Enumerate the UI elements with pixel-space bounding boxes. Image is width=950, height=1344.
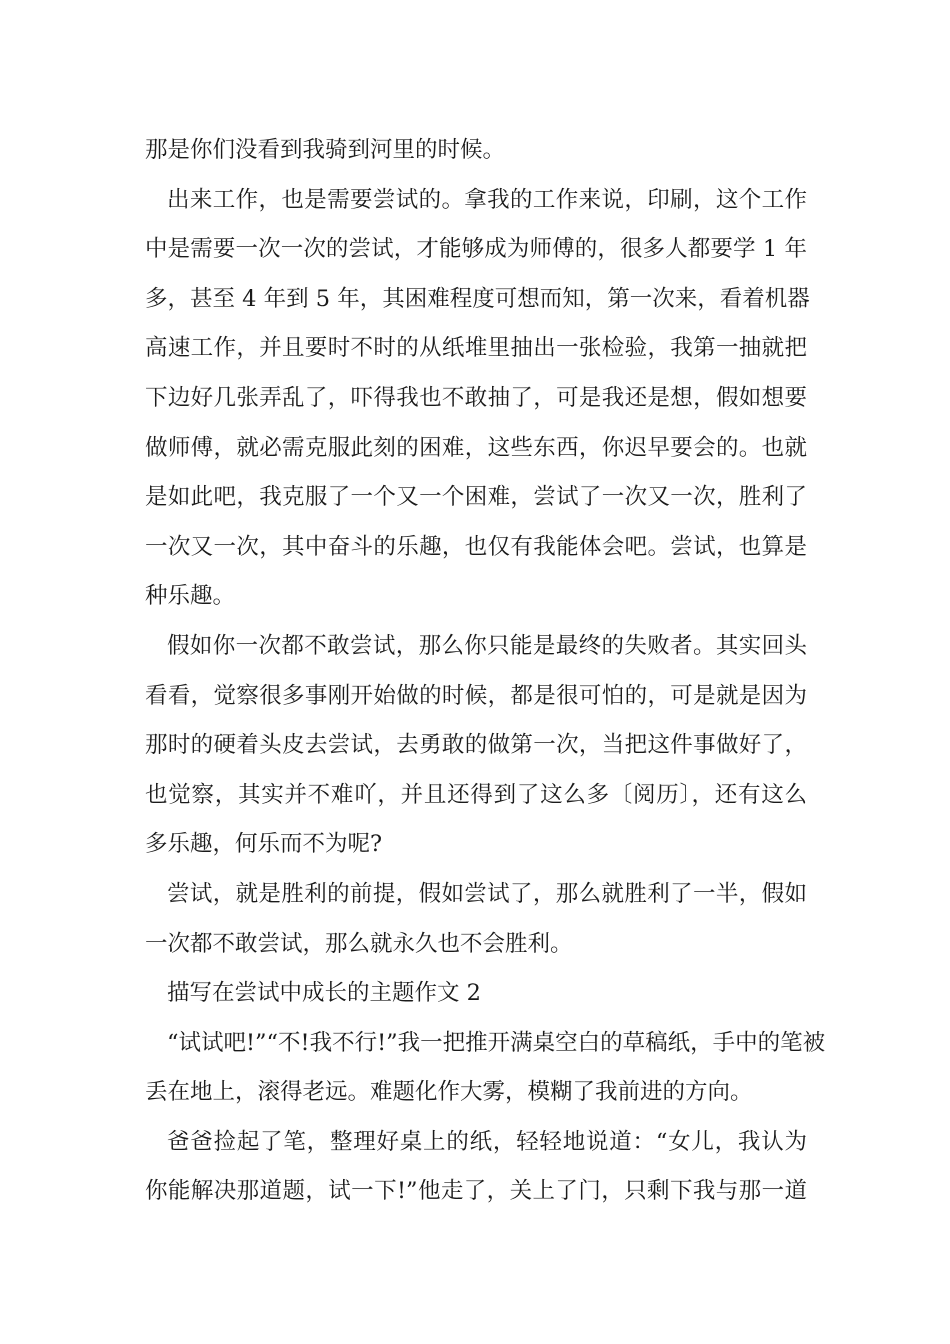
section-heading: 描写在尝试中成长的主题作文 2 — [167, 980, 481, 1007]
text-line: 高速工作，并且要时不时的从纸堆里抽出一张检验，我第一抽就把 — [145, 335, 807, 362]
text-line: 看看，觉察很多事刚开始做的时候，都是很可怕的，可是就是因为 — [145, 682, 807, 709]
text-line: 你能解决那道题，试一下!”他走了，关上了门，只剩下我与那一道 — [145, 1178, 807, 1205]
paragraph-first-line: “试试吧!”“不!我不行!”我一把推开满桌空白的草稿纸，手中的笔被 — [167, 1029, 826, 1056]
text-line: 种乐趣。 — [145, 583, 236, 610]
text-line: 做师傅，就必需克服此刻的困难，这些东西，你迟早要会的。也就 — [145, 434, 807, 461]
text-line: 那是你们没看到我骑到河里的时候。 — [145, 137, 506, 163]
paragraph-first-line: 出来工作，也是需要尝试的。拿我的工作来说，印刷，这个工作 — [167, 186, 807, 213]
document-body — [145, 126, 826, 1217]
text-line: 一次都不敢尝试，那么就永久也不会胜利。 — [145, 930, 573, 957]
text-line: 丢在地上，滚得老远。难题化作大雾，模糊了我前进的方向。 — [145, 1079, 753, 1106]
text-line: 中是需要一次一次的尝试，才能够成为师傅的，很多人都要学 1 年 — [145, 236, 807, 263]
paragraph-first-line: 尝试，就是胜利的前提，假如尝试了，那么就胜利了一半，假如 — [167, 880, 807, 907]
text-line: 一次又一次，其中奋斗的乐趣，也仅有我能体会吧。尝试，也算是 — [145, 533, 807, 560]
text-line: 也觉察，其实并不难吖，并且还得到了这么多〔阅历〕，还有这么 — [145, 781, 807, 808]
text-line: 下边好几张弄乱了，吓得我也不敢抽了，可是我还是想，假如想要 — [145, 384, 807, 411]
text-line: 那时的硬着头皮去尝试，去勇敢的做第一次，当把这件事做好了， — [145, 732, 807, 759]
paragraph-first-line: 爸爸捡起了笔，整理好桌上的纸，轻轻地说道：“女儿，我认为 — [167, 1128, 807, 1155]
text-line: 多，甚至 4 年到 5 年，其困难程度可想而知，第一次来，看着机器 — [145, 285, 810, 312]
text-line: 是如此吧，我克服了一个又一个困难，尝试了一次又一次，胜利了 — [145, 484, 807, 511]
text-line: 多乐趣，何乐而不为呢? — [145, 831, 383, 858]
paragraph-first-line: 假如你一次都不敢尝试，那么你只能是最终的失败者。其实回头 — [167, 632, 807, 659]
